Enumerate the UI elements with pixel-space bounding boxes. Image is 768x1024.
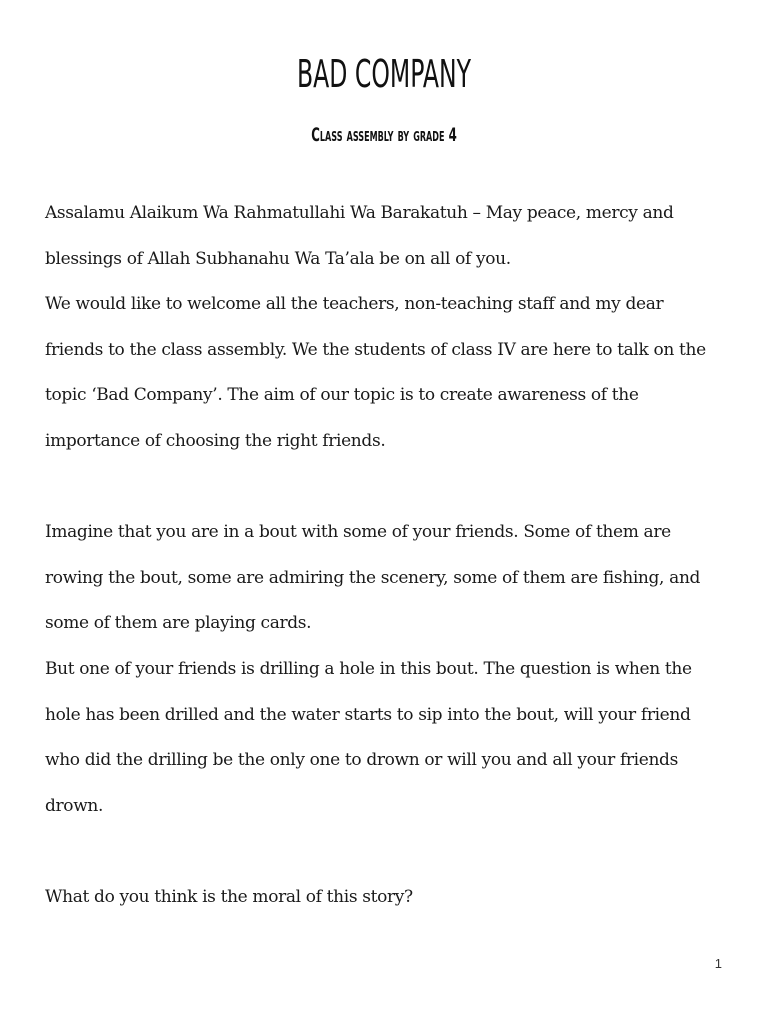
document-body — [45, 191, 725, 921]
paragraph-moral-question: What do you think is the moral of this story? — [45, 886, 413, 907]
paragraph-story-drilling: But one of your friends is drilling a hole in this bout. The question is when the hole has been drilled and the water starts to sip into the bout, will your friend who did the drilling be the only one to drown or will you and all your friends drown. — [45, 658, 692, 816]
paragraph-story-intro: Imagine that you are in a bout with some of your friends. Some of them are rowing the bout, some are admiring the scenery, some of them are fishing, and some of them are playing cards. — [45, 522, 701, 634]
paragraph-greeting: Assalamu Alaikum Wa Rahmatullahi Wa Barakatuh – May peace, mercy and blessings of Allah Subhanahu Wa Ta’ala be on all of you. — [45, 203, 674, 269]
paragraph-spacer — [45, 829, 725, 875]
paragraph-welcome: We would like to welcome all the teachers, non-teaching staff and my dear friends to the class assembly. We the students of class IV are here to talk on the topic ‘Bad Company’. The aim of our topic is to create awareness of the importance of choosing the right friends. — [45, 294, 706, 451]
page-number: 1 — [714, 956, 722, 971]
document-subtitle: Class assembly by grade 4 — [311, 124, 457, 146]
document-title: BAD COMPANY — [296, 52, 472, 96]
paragraph-spacer — [45, 465, 725, 511]
